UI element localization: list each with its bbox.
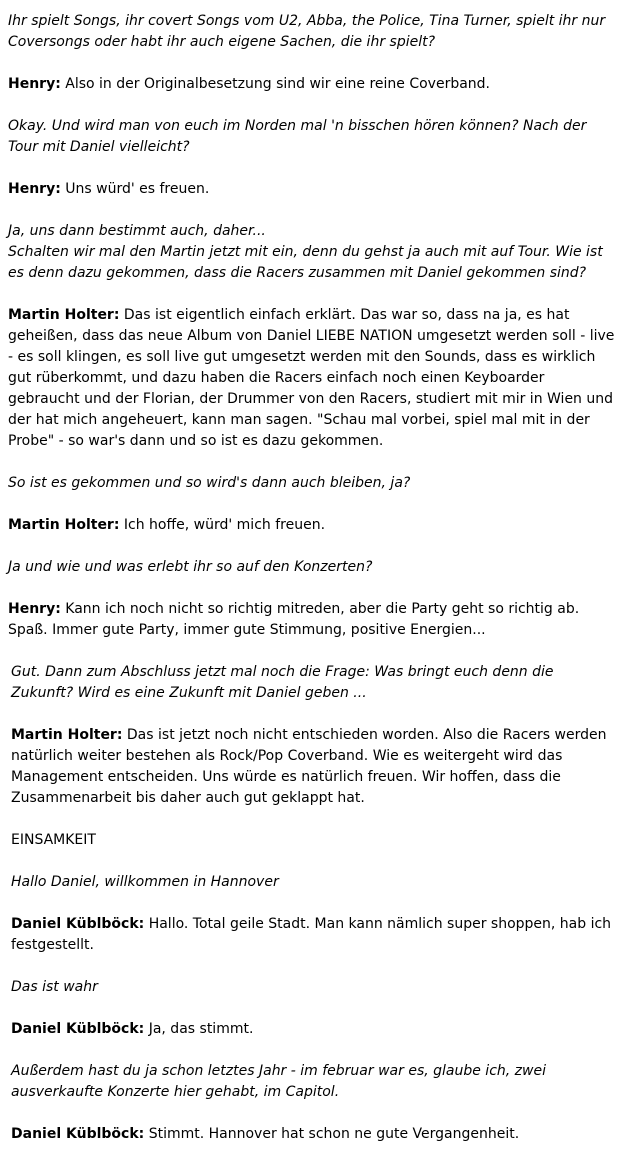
interviewee-answer	[8, 599, 615, 641]
interviewer-question	[8, 221, 615, 284]
question-line: Schalten wir mal den Martin jetzt mit ein, denn du gehst ja auch mit auf Tour. Wie ist es denn dazu gekommen, dass die Racers zusammen mit Daniel gekommen sind?	[8, 244, 603, 281]
speaker-name: Henry:	[8, 181, 61, 197]
speaker-name: Martin Holter:	[8, 307, 120, 323]
speaker-name: Daniel Küblböck:	[11, 1021, 145, 1037]
question-line: Okay. Und wird man von euch im Norden mal 'n bisschen hören können? Nach der Tour mit Daniel vielleicht?	[8, 118, 587, 155]
speaker-name: Daniel Küblböck:	[11, 1126, 145, 1142]
speaker-name: Henry:	[8, 601, 61, 617]
question-line: Ja und wie und was erlebt ihr so auf den Konzerten?	[8, 559, 373, 575]
answer-text: Ich hoffe, würd' mich freuen.	[123, 517, 326, 533]
answer-text: Ja, das stimmt.	[148, 1021, 254, 1037]
interviewee-answer	[8, 74, 615, 95]
interviewee-answer	[8, 305, 615, 452]
interviewer-question	[8, 11, 615, 53]
question-line: Hallo Daniel, willkommen in Hannover	[11, 874, 279, 890]
interviewer-question	[8, 662, 615, 704]
interviewer-question	[8, 116, 615, 158]
answer-text: Stimmt. Hannover hat schon ne gute Vergangenheit.	[148, 1126, 520, 1142]
section-heading: EINSAMKEIT	[11, 832, 96, 848]
answer-text: Das ist jetzt noch nicht entschieden worden. Also die Racers werden natürlich weiter bestehen als Rock/Pop Coverband. Wie es weitergeht wird das Management entscheiden. Uns würde es natürlich freuen. Wir hoffen, dass die Zusammenarbeit bis daher auch gut geklappt hat.	[11, 727, 607, 806]
answer-text: Kann ich noch nicht so richtig mitreden, aber die Party geht so richtig ab. Spaß. Immer gute Party, immer gute Stimmung, positive Energien...	[8, 601, 580, 638]
interviewer-question	[8, 977, 615, 998]
speaker-name: Henry:	[8, 76, 61, 92]
question-line: Ihr spielt Songs, ihr covert Songs vom U2, Abba, the Police, Tina Turner, spielt ihr nur Coversongs oder habt ihr auch eigene Sachen, die ihr spielt?	[8, 13, 606, 50]
answer-text: Uns würd' es freuen.	[65, 181, 210, 197]
speaker-name: Martin Holter:	[8, 517, 120, 533]
question-line: Das ist wahr	[11, 979, 98, 995]
interviewee-answer	[8, 1124, 615, 1145]
interviewer-question	[8, 473, 615, 494]
speaker-name: Daniel Küblböck:	[11, 916, 145, 932]
interviewer-question	[8, 557, 615, 578]
interviewee-answer	[8, 515, 615, 536]
speaker-name: Martin Holter:	[11, 727, 123, 743]
interviewee-answer	[8, 179, 615, 200]
interviewee-answer	[8, 914, 615, 956]
answer-text: Also in der Originalbesetzung sind wir eine reine Coverband.	[65, 76, 491, 92]
answer-text: Das ist eigentlich einfach erklärt. Das war so, dass na ja, es hat geheißen, dass das neue Album von Daniel LIEBE NATION umgesetzt werden soll - live - es soll klingen, es soll live gut umgesetzt werden mit den Sounds, dass es wirklich gut rüberkommt, und dazu haben die Racers einfach noch einen Keyboarder gebraucht und der Florian, der Drummer von den Racers, studiert mit mir in Wien und der hat mich angeheuert, kann man sagen. "Schau mal vorbei, spiel mal mit in der Probe" - so war's dann und so ist es dazu gekommen.	[8, 307, 615, 449]
question-line: Ja, uns dann bestimmt auch, daher...	[8, 223, 266, 239]
question-line: Außerdem hast du ja schon letztes Jahr - im februar war es, glaube ich, zwei ausverkaufte Konzerte hier gehabt, im Capitol.	[11, 1063, 546, 1100]
interviewer-question	[8, 1061, 615, 1103]
question-line: Gut. Dann zum Abschluss jetzt mal noch die Frage: Was bringt euch denn die Zukunft? Wird es eine Zukunft mit Daniel geben ...	[11, 664, 554, 701]
question-line: So ist es gekommen und so wird's dann auch bleiben, ja?	[8, 475, 411, 491]
interviewee-answer	[8, 725, 615, 809]
interviewer-question	[8, 872, 615, 893]
answer-text: Hallo. Total geile Stadt. Man kann nämlich super shoppen, hab ich festgestellt.	[11, 916, 612, 953]
interviewee-answer	[8, 1019, 615, 1040]
